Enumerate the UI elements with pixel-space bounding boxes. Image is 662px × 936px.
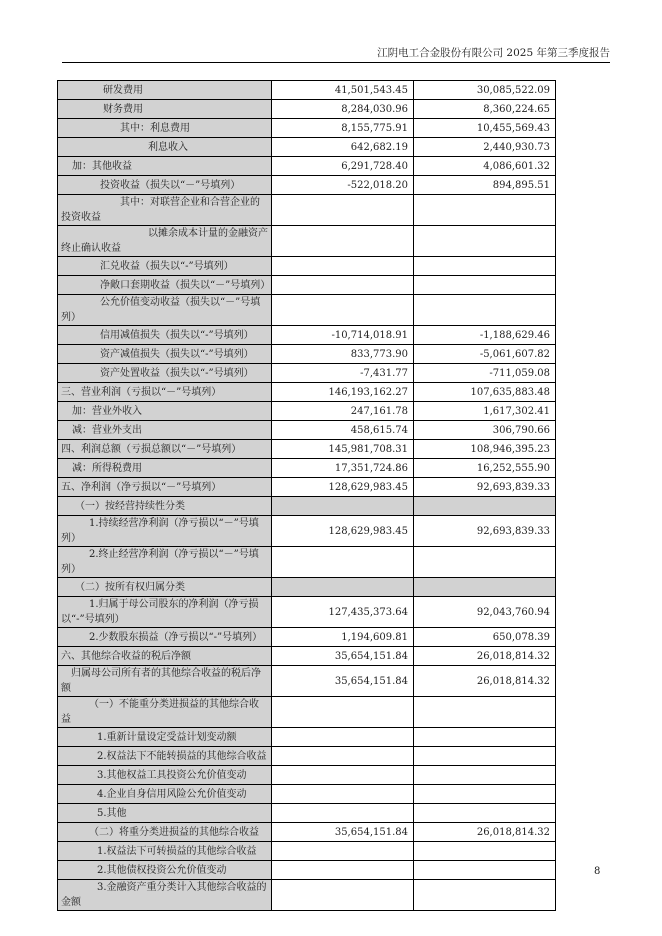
previous-period-value: [414, 842, 556, 861]
previous-period-value: [414, 195, 556, 226]
current-period-value: 833,773.90: [272, 345, 414, 364]
previous-period-value: [414, 861, 556, 880]
current-period-value: 145,981,708.31: [272, 440, 414, 459]
current-period-value: [272, 276, 414, 295]
row-label: 减：所得税费用: [58, 459, 272, 478]
current-period-value: 128,629,983.45: [272, 516, 414, 547]
previous-period-value: [414, 697, 556, 728]
table-row: [58, 81, 556, 100]
row-label: 投资收益（损失以“－”号填列）: [58, 176, 272, 195]
row-label: 其中：利息费用: [58, 119, 272, 138]
table-row: [58, 823, 556, 842]
row-label: 财务费用: [58, 100, 272, 119]
row-label: 1.归属于母公司股东的净利润（净亏损以“-”号填列）: [58, 597, 272, 628]
previous-period-value: [414, 257, 556, 276]
table-row: [58, 647, 556, 666]
table-row: [58, 785, 556, 804]
row-label: 归属母公司所有者的其他综合收益的税后净额: [58, 666, 272, 697]
row-label: 资产处置收益（损失以“-”号填列）: [58, 364, 272, 383]
table-row: [58, 364, 556, 383]
table-row: [58, 226, 556, 257]
row-label: 利息收入: [58, 138, 272, 157]
previous-period-value: [414, 880, 556, 911]
current-period-value: -7,431.77: [272, 364, 414, 383]
report-header-title: 江阴电工合金股份有限公司 2025 年第三季度报告: [377, 47, 610, 59]
previous-period-value: 16,252,555.90: [414, 459, 556, 478]
table-row: [58, 880, 556, 911]
table-row: [58, 459, 556, 478]
previous-period-value: -5,061,607.82: [414, 345, 556, 364]
previous-period-value: 306,790.66: [414, 421, 556, 440]
row-label: 公允价值变动收益（损失以“－”号填列）: [58, 295, 272, 326]
current-period-value: 8,284,030.96: [272, 100, 414, 119]
previous-period-value: 26,018,814.32: [414, 647, 556, 666]
previous-period-value: 92,043,760.94: [414, 597, 556, 628]
current-period-value: 8,155,775.91: [272, 119, 414, 138]
current-period-value: [272, 257, 414, 276]
previous-period-value: [414, 497, 556, 516]
current-period-value: 128,629,983.45: [272, 478, 414, 497]
table-row: [58, 421, 556, 440]
table-row: [58, 440, 556, 459]
table-row: [58, 402, 556, 421]
row-label: 净敞口套期收益（损失以“－”号填列）: [58, 276, 272, 295]
table-row: [58, 547, 556, 578]
previous-period-value: [414, 547, 556, 578]
row-label: 信用减值损失（损失以“-”号填列）: [58, 326, 272, 345]
previous-period-value: 650,078.39: [414, 628, 556, 647]
previous-period-value: [414, 578, 556, 597]
table-row: [58, 326, 556, 345]
previous-period-value: -1,188,629.46: [414, 326, 556, 345]
previous-period-value: 2,440,930.73: [414, 138, 556, 157]
row-label: 五、净利润（净亏损以“－”号填列）: [58, 478, 272, 497]
previous-period-value: [414, 766, 556, 785]
table-row: [58, 276, 556, 295]
page-number: 8: [594, 866, 601, 877]
current-period-value: [272, 880, 414, 911]
current-period-value: [272, 226, 414, 257]
table-row: [58, 100, 556, 119]
table-row: [58, 345, 556, 364]
table-row: [58, 157, 556, 176]
previous-period-value: 10,455,569.43: [414, 119, 556, 138]
current-period-value: [272, 728, 414, 747]
previous-period-value: 26,018,814.32: [414, 666, 556, 697]
current-period-value: [272, 766, 414, 785]
table-row: [58, 119, 556, 138]
row-label: （一）按经营持续性分类: [58, 497, 272, 516]
row-label: 其中：对联营企业和合营企业的投资收益: [58, 195, 272, 226]
table-row: [58, 257, 556, 276]
row-label: （二）按所有权归属分类: [58, 578, 272, 597]
row-label: 2.少数股东损益（净亏损以“-”号填列）: [58, 628, 272, 647]
table-row: [58, 597, 556, 628]
previous-period-value: 92,693,839.33: [414, 478, 556, 497]
current-period-value: -10,714,018.91: [272, 326, 414, 345]
previous-period-value: [414, 226, 556, 257]
current-period-value: 35,654,151.84: [272, 823, 414, 842]
row-label: 2.其他债权投资公允价值变动: [58, 861, 272, 880]
table-row: [58, 295, 556, 326]
current-period-value: [272, 747, 414, 766]
current-period-value: [272, 547, 414, 578]
current-period-value: 247,161.78: [272, 402, 414, 421]
row-label: 3.金融资产重分类计入其他综合收益的金额: [58, 880, 272, 911]
row-label: 2.终止经营净利润（净亏损以“－”号填列）: [58, 547, 272, 578]
current-period-value: [272, 842, 414, 861]
table-row: [58, 861, 556, 880]
table-row: [58, 578, 556, 597]
row-label: 四、利润总额（亏损总额以“－”号填列）: [58, 440, 272, 459]
table-row: [58, 666, 556, 697]
table-row: [58, 383, 556, 402]
table-row: [58, 728, 556, 747]
row-label: 减：营业外支出: [58, 421, 272, 440]
current-period-value: [272, 804, 414, 823]
current-period-value: 17,351,724.86: [272, 459, 414, 478]
row-label: 5.其他: [58, 804, 272, 823]
current-period-value: 458,615.74: [272, 421, 414, 440]
row-label: 六、其他综合收益的税后净额: [58, 647, 272, 666]
previous-period-value: 4,086,601.32: [414, 157, 556, 176]
row-label: 2.权益法下不能转损益的其他综合收益: [58, 747, 272, 766]
row-label: 三、营业利润（亏损以“－”号填列）: [58, 383, 272, 402]
previous-period-value: [414, 276, 556, 295]
table-row: [58, 628, 556, 647]
row-label: 3.其他权益工具投资公允价值变动: [58, 766, 272, 785]
previous-period-value: 30,085,522.09: [414, 81, 556, 100]
previous-period-value: 108,946,395.23: [414, 440, 556, 459]
row-label: 1.持续经营净利润（净亏损以“－”号填列）: [58, 516, 272, 547]
header-divider: [62, 62, 610, 63]
row-label: 汇兑收益（损失以“-”号填列）: [58, 257, 272, 276]
previous-period-value: 8,360,224.65: [414, 100, 556, 119]
previous-period-value: [414, 747, 556, 766]
income-statement-table: [57, 80, 556, 911]
current-period-value: [272, 697, 414, 728]
row-label: （一）不能重分类进损益的其他综合收益: [58, 697, 272, 728]
row-label: 加：营业外收入: [58, 402, 272, 421]
previous-period-value: [414, 728, 556, 747]
current-period-value: 642,682.19: [272, 138, 414, 157]
row-label: 1.重新计量设定受益计划变动额: [58, 728, 272, 747]
row-label: 加：其他收益: [58, 157, 272, 176]
current-period-value: [272, 195, 414, 226]
table-row: [58, 138, 556, 157]
row-label: 1.权益法下可转损益的其他综合收益: [58, 842, 272, 861]
current-period-value: 35,654,151.84: [272, 647, 414, 666]
row-label: 以摊余成本计量的金融资产终止确认收益: [58, 226, 272, 257]
table-row: [58, 516, 556, 547]
previous-period-value: [414, 785, 556, 804]
table-row: [58, 478, 556, 497]
current-period-value: 41,501,543.45: [272, 81, 414, 100]
current-period-value: 6,291,728.40: [272, 157, 414, 176]
table-row: [58, 747, 556, 766]
previous-period-value: 894,895.51: [414, 176, 556, 195]
previous-period-value: -711,059.08: [414, 364, 556, 383]
row-label: （二）将重分类进损益的其他综合收益: [58, 823, 272, 842]
row-label: 资产减值损失（损失以“-”号填列）: [58, 345, 272, 364]
current-period-value: [272, 578, 414, 597]
previous-period-value: [414, 295, 556, 326]
current-period-value: [272, 295, 414, 326]
current-period-value: [272, 497, 414, 516]
current-period-value: 146,193,162.27: [272, 383, 414, 402]
table-row: [58, 195, 556, 226]
current-period-value: -522,018.20: [272, 176, 414, 195]
previous-period-value: [414, 804, 556, 823]
table-row: [58, 497, 556, 516]
table-row: [58, 176, 556, 195]
table-row: [58, 804, 556, 823]
previous-period-value: 107,635,883.48: [414, 383, 556, 402]
current-period-value: 35,654,151.84: [272, 666, 414, 697]
previous-period-value: 26,018,814.32: [414, 823, 556, 842]
current-period-value: 1,194,609.81: [272, 628, 414, 647]
row-label: 研发费用: [58, 81, 272, 100]
previous-period-value: 1,617,302.41: [414, 402, 556, 421]
current-period-value: [272, 785, 414, 804]
current-period-value: 127,435,373.64: [272, 597, 414, 628]
row-label: 4.企业自身信用风险公允价值变动: [58, 785, 272, 804]
table-row: [58, 766, 556, 785]
current-period-value: [272, 861, 414, 880]
table-row: [58, 697, 556, 728]
previous-period-value: 92,693,839.33: [414, 516, 556, 547]
table-row: [58, 842, 556, 861]
